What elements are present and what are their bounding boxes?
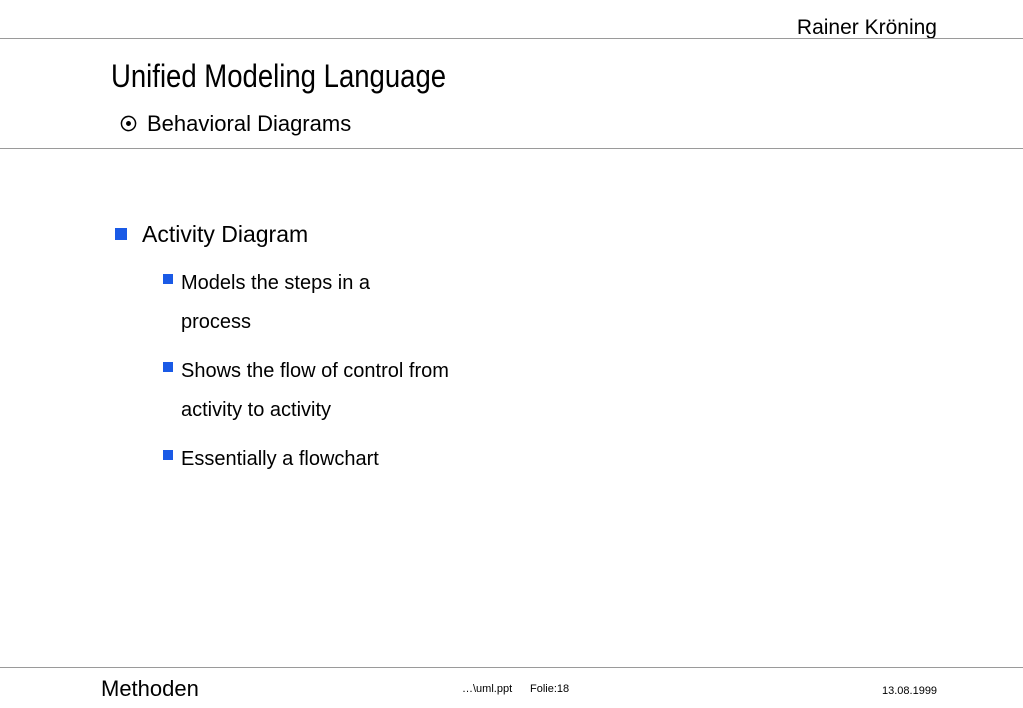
footer-file-name: …\uml.ppt — [462, 683, 513, 695]
sub-bullet-item — [163, 440, 463, 479]
top-divider — [0, 38, 1023, 39]
square-bullet-icon — [115, 228, 127, 240]
sub-bullet-text: Essentially a flowchart — [181, 448, 379, 470]
slide-title: Unified Modeling Language — [111, 58, 447, 94]
slide-subtitle — [120, 110, 351, 138]
sub-bullet-item — [163, 352, 463, 430]
square-bullet-icon — [163, 450, 173, 460]
footer-divider — [0, 667, 1023, 668]
sub-bullet-text: Models the steps in a process — [181, 272, 370, 333]
footer-section: Methoden — [101, 676, 199, 701]
sub-bullet-text: Shows the flow of control from activity to activity — [181, 360, 449, 421]
header-divider — [0, 148, 1023, 149]
target-icon — [120, 115, 137, 132]
footer-date: 13.08.1999 — [882, 685, 938, 697]
main-bullet-item — [115, 219, 308, 249]
square-bullet-icon — [163, 274, 173, 284]
author-name: Rainer Kröning — [796, 16, 937, 39]
subtitle-text: Behavioral Diagrams — [147, 111, 352, 136]
footer-slide-number: Folie:18 — [530, 683, 570, 695]
main-bullet-text: Activity Diagram — [142, 221, 309, 247]
sub-bullet-item — [163, 264, 463, 342]
square-bullet-icon — [163, 362, 173, 372]
